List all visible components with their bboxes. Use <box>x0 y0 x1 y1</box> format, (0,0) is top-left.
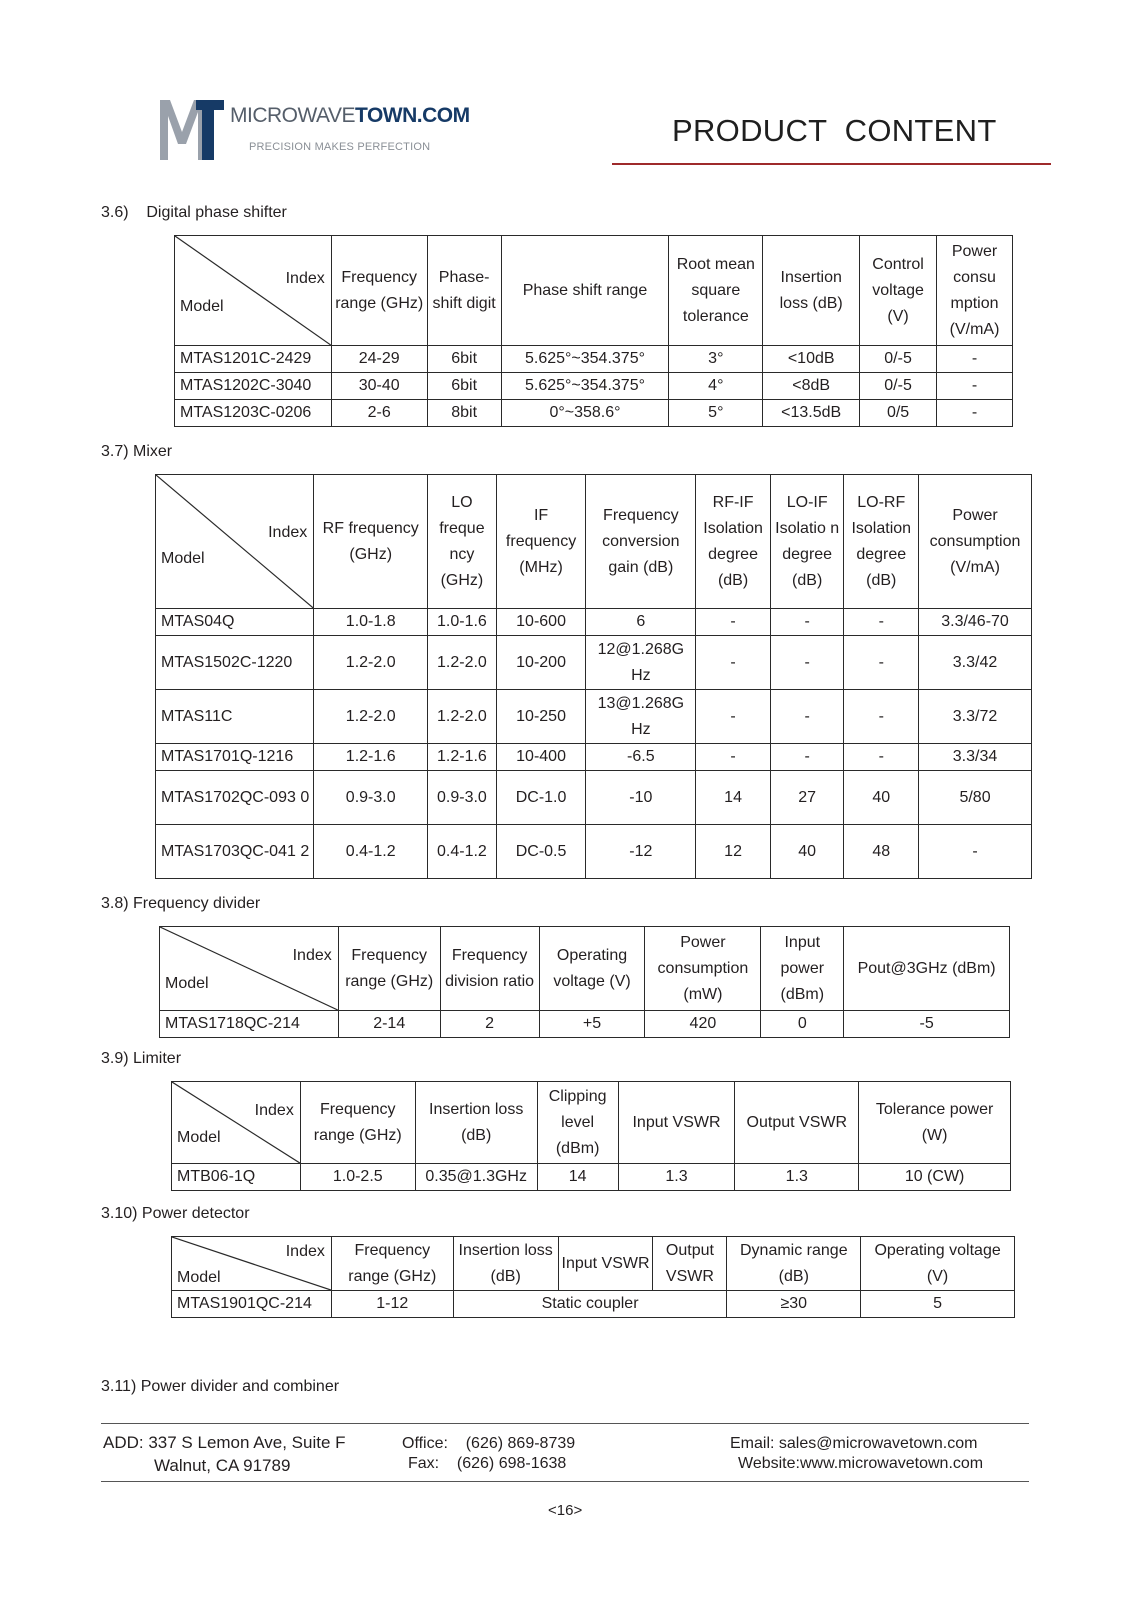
table-row <box>156 825 1032 879</box>
logo-mt-icon <box>158 98 228 162</box>
table-cell: - <box>696 609 771 636</box>
table-cell: 5° <box>669 400 763 427</box>
table-cell: 10 (CW) <box>859 1164 1011 1191</box>
table-cell: 2-14 <box>338 1011 440 1038</box>
header-cell: LO freque ncy (GHz) <box>428 475 497 609</box>
table-cell: 10-250 <box>496 690 586 744</box>
table-cell: 0/-5 <box>860 373 937 400</box>
table-cell: - <box>770 744 844 771</box>
table-row <box>156 690 1032 744</box>
table-row <box>175 346 1013 373</box>
header-cell: Operating voltage (V) <box>861 1237 1015 1291</box>
table-row <box>175 373 1013 400</box>
table-cell: 1.2-2.0 <box>314 636 428 690</box>
corner-header-cell <box>175 236 332 346</box>
header-cell: LO-IF Isolatio n degree (dB) <box>770 475 844 609</box>
header-cell: Insertion loss (dB) <box>415 1082 537 1164</box>
footer-office-phone: Office: (626) 869-8739 <box>402 1435 576 1452</box>
table-cell: 0°~358.6° <box>501 400 669 427</box>
index-label: Index <box>292 947 332 964</box>
table-row <box>156 744 1032 771</box>
model-cell: MTAS1203C-0206 <box>175 400 332 427</box>
table-cell: 3.3/42 <box>919 636 1032 690</box>
header-cell: Insertion loss (dB) <box>763 236 860 346</box>
index-label: Index <box>254 1102 294 1119</box>
table-cell: 1.3 <box>735 1164 859 1191</box>
header-cell: Power consu mption (V/mA) <box>937 236 1013 346</box>
model-cell: MTAS1201C-2429 <box>175 346 332 373</box>
model-cell: MTAS1202C-3040 <box>175 373 332 400</box>
table-cell: 1.0-1.6 <box>428 609 497 636</box>
table-cell: - <box>770 636 844 690</box>
table-cell: 5.625°~354.375° <box>501 346 669 373</box>
model-cell: MTAS11C <box>156 690 314 744</box>
model-label: Model <box>177 1129 221 1146</box>
table-cell: 6 <box>586 609 696 636</box>
table-row <box>156 771 1032 825</box>
table-cell: -5 <box>844 1011 1010 1038</box>
header-cell: Root mean square tolerance <box>669 236 763 346</box>
table-cell: 5/80 <box>919 771 1032 825</box>
table-cell: - <box>919 825 1032 879</box>
table-header-row <box>156 475 1032 609</box>
table-cell: 0.4-1.2 <box>314 825 428 879</box>
phase-shifter-table <box>174 235 1013 427</box>
table-row <box>156 609 1032 636</box>
logo-tagline: PRECISION MAKES PERFECTION <box>249 141 431 153</box>
section-title-divider: 3.8) Frequency divider <box>101 895 261 912</box>
footer-top-divider <box>101 1423 1029 1424</box>
table-cell: 4° <box>669 373 763 400</box>
table-cell: 0.9-3.0 <box>428 771 497 825</box>
header-cell: Tolerance power (W) <box>859 1082 1011 1164</box>
header-cell: Control voltage (V) <box>860 236 937 346</box>
table-cell: 6bit <box>427 346 501 373</box>
table-cell: 2-6 <box>331 400 427 427</box>
section-title-mixer: 3.7) Mixer <box>101 443 173 460</box>
table-cell: 13@1.268G Hz <box>586 690 696 744</box>
table-cell: - <box>770 690 844 744</box>
model-cell: MTAS1701Q-1216 <box>156 744 314 771</box>
table-cell: <10dB <box>763 346 860 373</box>
table-cell: 1.3 <box>618 1164 735 1191</box>
header-cell: Output VSWR <box>653 1237 727 1291</box>
table-cell: 0.4-1.2 <box>428 825 497 879</box>
table-cell: - <box>844 744 919 771</box>
table-cell: - <box>770 609 844 636</box>
table-cell: 40 <box>844 771 919 825</box>
header-divider <box>612 163 1051 165</box>
header-cell: Insertion loss (dB) <box>453 1237 558 1291</box>
table-row <box>160 1011 1010 1038</box>
table-cell: 40 <box>770 825 844 879</box>
header-cell: Phase shift range <box>501 236 669 346</box>
table-row <box>172 1164 1011 1191</box>
table-cell: <8dB <box>763 373 860 400</box>
table-cell: - <box>844 609 919 636</box>
corner-header-cell <box>156 475 314 609</box>
table-row <box>156 636 1032 690</box>
header-cell: Clipping level (dBm) <box>537 1082 618 1164</box>
table-header-row <box>172 1237 1015 1291</box>
model-label: Model <box>177 1269 221 1286</box>
limiter-table <box>171 1081 1011 1191</box>
table-cell: 1.2-2.0 <box>428 690 497 744</box>
footer-fax: Fax: (626) 698-1638 <box>408 1455 567 1472</box>
table-cell: 5 <box>861 1291 1015 1318</box>
table-cell: DC-0.5 <box>496 825 586 879</box>
table-cell: 14 <box>537 1164 618 1191</box>
model-cell: MTAS04Q <box>156 609 314 636</box>
table-cell: - <box>696 690 771 744</box>
table-cell: 1.2-1.6 <box>428 744 497 771</box>
table-cell: +5 <box>539 1011 645 1038</box>
table-cell: 6bit <box>427 373 501 400</box>
header-cell: Phase-shift digit <box>427 236 501 346</box>
footer-city: Walnut, CA 91789 <box>154 1456 291 1475</box>
section-title-detector: 3.10) Power detector <box>101 1205 250 1222</box>
header-cell: Dynamic range (dB) <box>727 1237 861 1291</box>
model-label: Model <box>165 975 209 992</box>
table-cell: 5.625°~354.375° <box>501 373 669 400</box>
page-number: <16> <box>548 1502 583 1519</box>
header-cell: Frequency range (GHz) <box>331 1237 453 1291</box>
header-cell: Input power (dBm) <box>761 927 844 1011</box>
table-header-row <box>172 1082 1011 1164</box>
header-cell: Frequency range (GHz) <box>338 927 440 1011</box>
table-cell: - <box>844 690 919 744</box>
header-cell: Power consumption (mW) <box>645 927 761 1011</box>
model-cell: MTAS1718QC-214 <box>160 1011 339 1038</box>
detector-table <box>171 1236 1015 1318</box>
header-cell: Output VSWR <box>735 1082 859 1164</box>
table-cell: -6.5 <box>586 744 696 771</box>
page-title: PRODUCT CONTENT <box>672 113 997 148</box>
logo-wordmark: MICROWAVETOWN.COM <box>230 104 470 127</box>
header-cell: Input VSWR <box>618 1082 735 1164</box>
section-title-phase-shifter: 3.6) Digital phase shifter <box>101 204 287 221</box>
table-cell: 3.3/46-70 <box>919 609 1032 636</box>
header-cell: Frequency range (GHz) <box>331 236 427 346</box>
table-header-row <box>175 236 1013 346</box>
table-cell: 0.9-3.0 <box>314 771 428 825</box>
footer-email: Email: sales@microwavetown.com <box>730 1435 978 1452</box>
table-cell: 3.3/72 <box>919 690 1032 744</box>
header-cell: Power consumption (V/mA) <box>919 475 1032 609</box>
model-label: Model <box>161 550 205 567</box>
header-cell: Frequency division ratio <box>440 927 539 1011</box>
table-cell: - <box>696 636 771 690</box>
index-label: Index <box>268 524 308 541</box>
table-cell: 12@1.268G Hz <box>586 636 696 690</box>
table-cell: - <box>696 744 771 771</box>
table-cell: 3° <box>669 346 763 373</box>
header-cell: LO-RF Isolation degree (dB) <box>844 475 919 609</box>
table-cell: 0.35@1.3GHz <box>415 1164 537 1191</box>
table-cell: - <box>937 373 1013 400</box>
corner-header-cell <box>172 1237 332 1291</box>
table-cell: 1.0-2.5 <box>300 1164 415 1191</box>
corner-header-cell <box>172 1082 301 1164</box>
table-cell: 14 <box>696 771 771 825</box>
table-cell: -10 <box>586 771 696 825</box>
table-cell: DC-1.0 <box>496 771 586 825</box>
model-cell: MTB06-1Q <box>172 1164 301 1191</box>
section-title-power-divider: 3.11) Power divider and combiner <box>101 1378 340 1395</box>
table-cell: - <box>937 400 1013 427</box>
mixer-table <box>155 474 1032 879</box>
table-cell: 10-200 <box>496 636 586 690</box>
company-logo <box>158 98 470 162</box>
index-label: Index <box>285 1243 325 1260</box>
table-cell: 10-600 <box>496 609 586 636</box>
table-cell: 10-400 <box>496 744 586 771</box>
table-cell: - <box>844 636 919 690</box>
table-cell: 2 <box>440 1011 539 1038</box>
header-cell: RF frequency (GHz) <box>314 475 428 609</box>
table-cell: ≥30 <box>727 1291 861 1318</box>
table-cell: 1.2-1.6 <box>314 744 428 771</box>
table-row <box>175 400 1013 427</box>
table-cell: 1.2-2.0 <box>314 690 428 744</box>
model-cell: MTAS1502C-1220 <box>156 636 314 690</box>
table-cell: 0/5 <box>860 400 937 427</box>
table-cell: 3.3/34 <box>919 744 1032 771</box>
table-cell: - <box>937 346 1013 373</box>
index-label: Index <box>285 270 325 287</box>
model-cell: MTAS1901QC-214 <box>172 1291 332 1318</box>
section-title-limiter: 3.9) Limiter <box>101 1050 182 1067</box>
footer-bottom-divider <box>101 1481 1029 1482</box>
table-cell: 1.2-2.0 <box>428 636 497 690</box>
table-header-row <box>160 927 1010 1011</box>
table-cell: 420 <box>645 1011 761 1038</box>
header-cell: Input VSWR <box>558 1237 653 1291</box>
header-cell: IF frequency (MHz) <box>496 475 586 609</box>
table-cell: 48 <box>844 825 919 879</box>
table-cell: 30-40 <box>331 373 427 400</box>
table-cell: 1.0-1.8 <box>314 609 428 636</box>
table-cell: <13.5dB <box>763 400 860 427</box>
header-cell: Pout@3GHz (dBm) <box>844 927 1010 1011</box>
table-cell: -12 <box>586 825 696 879</box>
model-cell: MTAS1703QC-041 2 <box>156 825 314 879</box>
header-cell: RF-IF Isolation degree (dB) <box>696 475 771 609</box>
table-cell: Static coupler <box>453 1291 727 1318</box>
header-cell: Operating voltage (V) <box>539 927 645 1011</box>
model-cell: MTAS1702QC-093 0 <box>156 771 314 825</box>
table-cell: 1-12 <box>331 1291 453 1318</box>
table-cell: 12 <box>696 825 771 879</box>
table-cell: 0/-5 <box>860 346 937 373</box>
footer-website: Website:www.microwavetown.com <box>738 1455 984 1472</box>
table-cell: 8bit <box>427 400 501 427</box>
table-cell: 27 <box>770 771 844 825</box>
footer-address: ADD: 337 S Lemon Ave, Suite F <box>103 1433 346 1452</box>
table-cell: 24-29 <box>331 346 427 373</box>
table-cell: 0 <box>761 1011 844 1038</box>
table-row <box>172 1291 1015 1318</box>
model-label: Model <box>180 298 224 315</box>
divider-table <box>159 926 1010 1038</box>
header-cell: Frequency range (GHz) <box>300 1082 415 1164</box>
header-cell: Frequency conversion gain (dB) <box>586 475 696 609</box>
corner-header-cell <box>160 927 339 1011</box>
